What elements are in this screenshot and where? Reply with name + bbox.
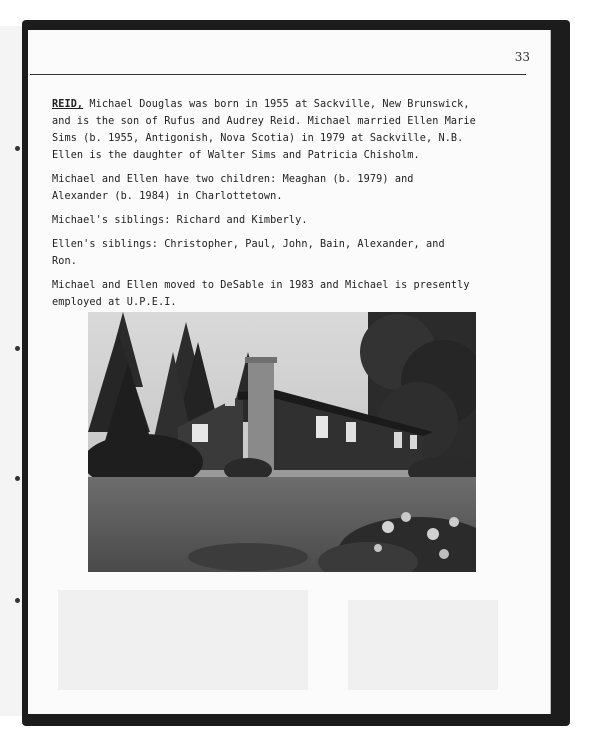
binder-ring bbox=[15, 476, 20, 481]
previous-page-edge bbox=[0, 26, 23, 716]
entry-surname: REID, bbox=[52, 99, 84, 110]
header-rule bbox=[30, 74, 526, 75]
page-number: 33 bbox=[514, 50, 530, 64]
binder-ring bbox=[15, 346, 20, 351]
entry-paragraph-residence: Michael and Ellen moved to DeSable in 1983 and Michael is presently employed at U.P.E.I. bbox=[52, 280, 470, 308]
document-page bbox=[28, 30, 550, 714]
entry-paragraph-children: Michael and Ellen have two children: Meaghan (b. 1979) and Alexander (b. 1984) in Charlottetown. bbox=[52, 174, 414, 202]
bleed-through-image bbox=[58, 590, 308, 690]
bleed-through-image bbox=[348, 600, 498, 690]
entry-paragraph-michael-siblings: Michael's siblings: Richard and Kimberly. bbox=[52, 215, 308, 226]
entry-paragraph-ellen-siblings: Ellen's siblings: Christopher, Paul, John, Bain, Alexander, and Ron. bbox=[52, 239, 445, 267]
family-entry bbox=[52, 96, 512, 318]
binder-ring bbox=[15, 146, 20, 151]
house-photo bbox=[88, 312, 476, 572]
binder-ring bbox=[15, 598, 20, 603]
entry-paragraph-1-text: Michael Douglas was born in 1955 at Sackville, New Brunswick, and is the son of Rufus and Audrey Reid. Michael married Ellen Marie Sims (b. 1955, Antigonish, Nova Scotia) in 1979 at Sackville, N.B. Ellen is the daughter of Walter Sims and Patricia Chisholm. bbox=[52, 99, 476, 161]
entry-paragraph-birth bbox=[52, 96, 512, 164]
